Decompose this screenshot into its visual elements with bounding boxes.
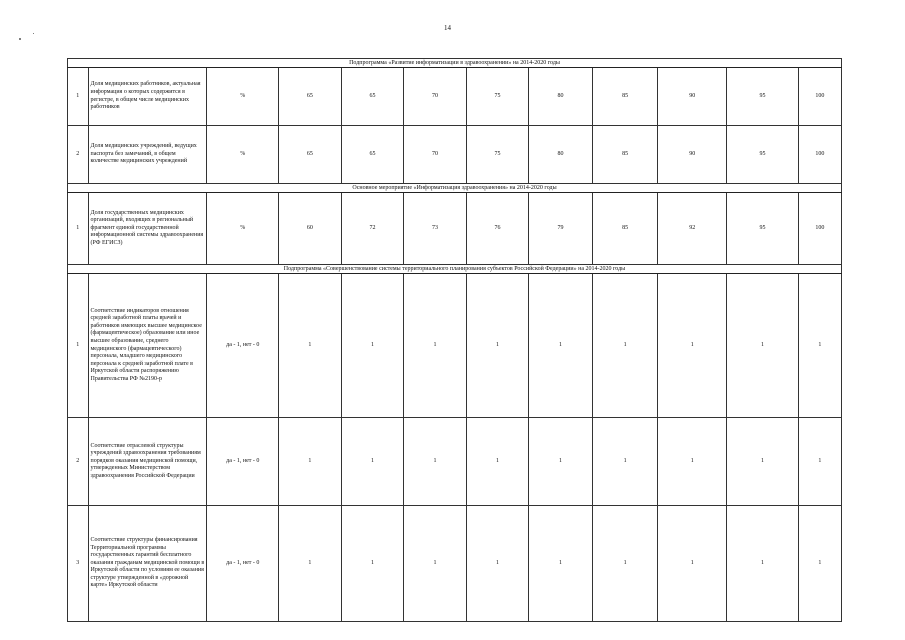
table-row [68,274,842,418]
value-cell: 80 [529,68,593,126]
value-cell: 100 [798,126,841,184]
section-header-row [68,265,842,274]
value-cell: 60 [279,193,342,265]
unit-cell: % [207,126,279,184]
unit-cell: % [207,193,279,265]
row-number: 2 [68,126,89,184]
row-number: 1 [68,274,89,418]
value-cell: 85 [592,68,658,126]
section-header-row [68,59,842,68]
value-cell: 1 [727,274,799,418]
value-cell: 95 [727,68,799,126]
value-cell: 76 [466,193,529,265]
value-cell: 1 [529,418,593,506]
value-cell: 1 [404,418,467,506]
value-cell: 1 [529,506,593,622]
unit-cell: да - 1, нет - 0 [207,506,279,622]
unit-cell: да - 1, нет - 0 [207,274,279,418]
value-cell: 65 [341,68,404,126]
value-cell: 1 [798,418,841,506]
indicator-name: Соответствие индикаторов отношения средней заработной платы врачей и работников имеющих высшее медицинское (фармацевтическое) образование или иное высшее образование, среднего медицинского (фармацевтического) персонала, младшего медицинского персонала к средней заработной плате в Иркутской области распоряжению Правительства РФ №2190-р [88,274,207,418]
row-number: 2 [68,418,89,506]
value-cell: 1 [592,506,658,622]
indicator-name: Соответствие структуры финансирования Территориальной программы государственных гарантий бесплатного оказания гражданам медицинской помощи в Иркутской области по условиям ее оказания структуре утвержденной в «дорожной карте» Иркутской области [88,506,207,622]
value-cell: 1 [466,418,529,506]
page-number: 14 [444,24,451,32]
value-cell: 1 [279,418,342,506]
value-cell: 80 [529,126,593,184]
value-cell: 92 [658,193,727,265]
value-cell: 70 [404,68,467,126]
table-row [68,418,842,506]
indicator-name: Доля медицинских работников, актуальная информация о которых содержится в регистре, в общем числе медицинских работников [88,68,207,126]
unit-cell: % [207,68,279,126]
value-cell: 75 [466,68,529,126]
value-cell: 1 [592,274,658,418]
value-cell: 1 [727,418,799,506]
row-number: 1 [68,68,89,126]
value-cell: 85 [592,193,658,265]
section-title: Подпрограмма «Развитие информатизации в здравоохранении» на 2014-2020 годы [68,59,842,68]
value-cell: 95 [727,126,799,184]
section-title: Подпрограмма «Совершенствование системы территориального планирования субъектов Российской Федерации» на 2014-2020 годы [68,265,842,274]
table-row [68,68,842,126]
value-cell: 70 [404,126,467,184]
value-cell: 1 [279,274,342,418]
value-cell: 79 [529,193,593,265]
value-cell: 1 [341,506,404,622]
indicator-name: Доля медицинских учреждений, ведущих паспорта без замечаний, в общем количестве медицинских учреждений [88,126,207,184]
value-cell: 65 [279,126,342,184]
indicators-table [67,58,842,622]
table-row [68,193,842,265]
value-cell: 1 [466,506,529,622]
value-cell: 1 [798,506,841,622]
table-row [68,126,842,184]
value-cell: 95 [727,193,799,265]
value-cell: 65 [279,68,342,126]
value-cell: 1 [658,274,727,418]
value-cell: 85 [592,126,658,184]
indicator-name: Соответствие отраслевой структуры учреждений здравоохранения требованиям порядков оказания медицинской помощи, утвержденных Министерством здравоохранения Российской Федерации [88,418,207,506]
value-cell: 65 [341,126,404,184]
scan-speck [33,33,34,34]
value-cell: 100 [798,68,841,126]
section-header-row [68,184,842,193]
value-cell: 1 [466,274,529,418]
value-cell: 1 [529,274,593,418]
scan-speck [19,38,21,40]
value-cell: 75 [466,126,529,184]
value-cell: 100 [798,193,841,265]
value-cell: 1 [404,506,467,622]
value-cell: 73 [404,193,467,265]
value-cell: 1 [404,274,467,418]
value-cell: 72 [341,193,404,265]
value-cell: 90 [658,126,727,184]
value-cell: 1 [279,506,342,622]
value-cell: 1 [727,506,799,622]
indicator-name: Доля государственных медицинских организаций, входящих в региональный фрагмент единой государственной информационной системы здравоохранения (РФ ЕГИСЗ) [88,193,207,265]
row-number: 1 [68,193,89,265]
value-cell: 1 [658,418,727,506]
value-cell: 1 [798,274,841,418]
table-row [68,506,842,622]
value-cell: 1 [341,418,404,506]
row-number: 3 [68,506,89,622]
value-cell: 1 [341,274,404,418]
section-title: Основное мероприятие «Информатизация здравоохранения» на 2014-2020 годы [68,184,842,193]
value-cell: 1 [592,418,658,506]
value-cell: 1 [658,506,727,622]
unit-cell: да - 1, нет - 0 [207,418,279,506]
value-cell: 90 [658,68,727,126]
